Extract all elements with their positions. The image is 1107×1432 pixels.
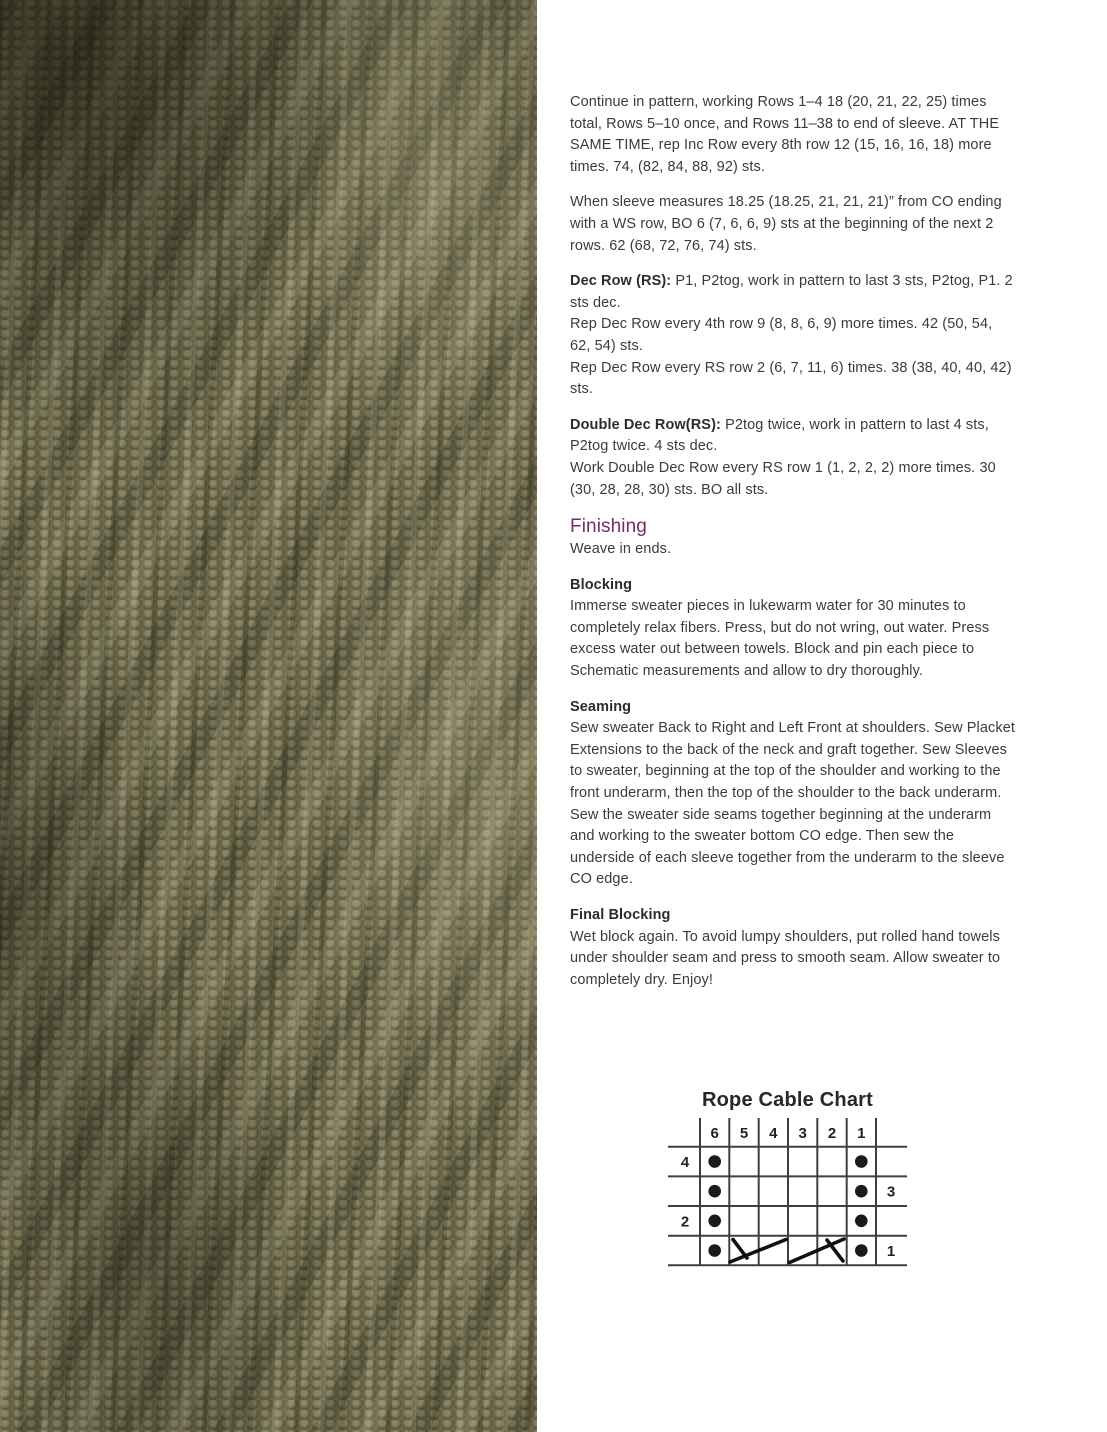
seaming-section [570,697,1016,891]
double-dec-row-line [570,415,1016,458]
purl-dot [855,1244,868,1257]
final-blocking-section [570,905,1016,991]
finishing-text: Weave in ends. [570,541,672,558]
dec-row-line [570,271,1016,314]
dec-row-rep2: Rep Dec Row every RS row 2 (6, 7, 11, 6) times. 38 (38, 40, 40, 42) sts. [570,359,1012,398]
finishing-section [570,515,1016,561]
final-blocking-text: Wet block again. To avoid lumpy shoulders, put rolled hand towels under shoulder seam and press to smooth seam. Allow sweater to completely dry. Enjoy! [570,928,1001,988]
purl-dot [708,1185,721,1198]
photo-lighting [0,0,537,1432]
dec-row-text: P1, P2tog, work in pattern to last 3 sts, P2tog, P1. 2 sts dec. [570,273,1013,311]
rope-cable-chart-svg [655,1115,920,1283]
seaming-heading: Seaming [570,698,632,715]
chart-grid [668,1118,907,1265]
blocking-text: Immerse sweater pieces in lukewarm water for 30 minutes to completely relax fibers. Press, but do not wring, out water. Press excess water out between towels. Block and pin each piece to Schematic measurements and allow to dry thoroughly. [570,598,990,680]
row-number-right: 1 [886,1243,896,1260]
column-number: 3 [798,1125,807,1142]
row-number-right: 3 [886,1183,896,1201]
pattern-instructions [570,92,1016,991]
purl-dot [708,1244,721,1257]
purl-dot [708,1215,721,1228]
column-number: 6 [710,1125,719,1142]
column-number: 2 [827,1125,837,1142]
row-number-left: 2 [680,1213,690,1231]
purl-dot [855,1215,868,1228]
double-dec-row-rep: Work Double Dec Row every RS row 1 (1, 2, 2, 2) more times. 30 (30, 28, 28, 30) sts. BO all sts. [570,459,996,498]
dec-row-label: Dec Row (RS): [570,273,672,290]
final-blocking-heading: Final Blocking [570,907,671,923]
row-number-left: 4 [680,1154,690,1171]
column-number: 5 [739,1125,749,1142]
purl-dot [708,1155,721,1168]
chart-title: Rope Cable Chart [701,1089,873,1111]
double-dec-row-label: Double Dec Row(RS): [570,416,721,433]
paragraph-sleeve-measure: When sleeve measures 18.25 (18.25, 21, 21, 21)” from CO ending with a WS row, BO 6 (7, 6, 6, 9) sts at the beginning of the next 2 rows. 62 (68, 72, 76, 74) sts. [570,194,1002,254]
seaming-text: Sew sweater Back to Right and Left Front at shoulders. Sew Placket Extensions to the back of the neck and graft together. Sew Sleeves to sweater, beginning at the top of the shoulder and working to the front underarm, then the top of the shoulder to the back underarm. Sew the sweater side seams together beginning at the underarm and working to the sweater bottom CO edge. Then sew the underside of each sleeve together from the underarm to the sleeve CO edge. [570,720,1016,888]
dec-row-block [570,271,1016,401]
sweater-photo [0,0,537,1432]
paragraph-continue-pattern: Continue in pattern, working Rows 1–4 18 (20, 21, 22, 25) times total, Rows 5–10 once, and Rows 11–38 to end of sleeve. AT THE SAME TIME, rep Inc Row every 8th row 12 (15, 16, 16, 18) more times. 74, (82, 84, 88, 92) sts. [570,94,1000,175]
column-number: 4 [769,1125,778,1142]
rope-cable-chart [655,1089,920,1288]
blocking-section [570,575,1016,683]
purl-dot [855,1155,868,1168]
blocking-heading: Blocking [570,576,633,593]
purl-dot [855,1185,868,1198]
double-dec-row-block [570,415,1016,501]
dec-row-rep1: Rep Dec Row every 4th row 9 (8, 8, 6, 9) more times. 42 (50, 54, 62, 54) sts. [570,316,993,354]
double-dec-row-text: P2tog twice, work in pattern to last 4 sts, P2tog twice. 4 sts dec. [570,416,989,455]
column-number: 1 [857,1125,866,1142]
finishing-heading: Finishing [570,516,647,538]
